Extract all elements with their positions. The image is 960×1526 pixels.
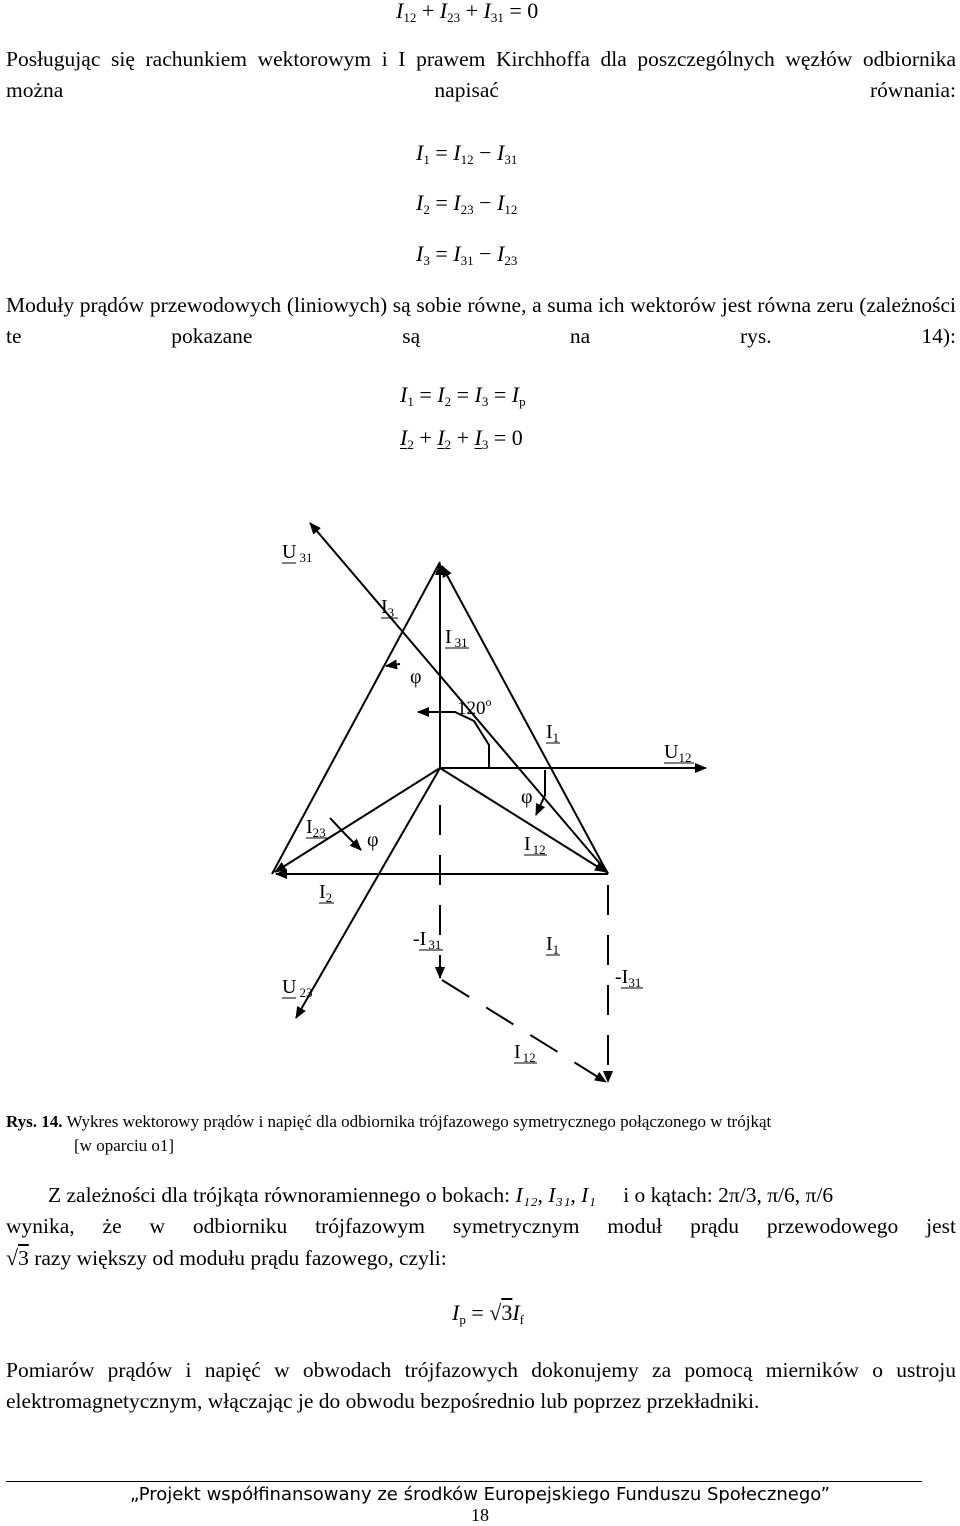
label-i1-low: $I_1$	[546, 933, 560, 957]
triangle-left-side	[272, 562, 440, 874]
triangle-intro: Z zależności dla trójkąta równoramiennego o bokach:	[48, 1183, 511, 1207]
label-i1-top: $I_1$	[546, 721, 560, 745]
label-phi-top: φ	[410, 666, 422, 688]
caption-text: Wykres wektorowy prądów i napięć dla odbiornika trójfazowego symetrycznego połączonego w trójkąt	[66, 1112, 772, 1131]
label-i3: $I_3$	[381, 596, 395, 620]
u23-vector	[296, 768, 440, 1018]
modulus-equation: $I_1 = I_2 = I_3 = I_p$	[400, 382, 526, 409]
label-u31: U $_{31}$	[282, 541, 313, 565]
i3-vector	[442, 566, 608, 874]
label-i12-bottom: I $_{12}$	[514, 1041, 536, 1065]
triangle-angles: i o kątach: 2π/3, π/6, π/6	[623, 1183, 834, 1207]
node-equation-2: $I_2 = I_{23} - I_{12}$	[416, 190, 518, 217]
label-phi-left: φ	[367, 829, 379, 851]
label-i2: $I_2$	[319, 881, 333, 905]
vector-sum-equation: $I_2 + I_2 + I_3 = 0$	[400, 425, 523, 452]
label-u12: $U_{12}$	[664, 741, 692, 765]
sqrt-value: 3	[18, 1246, 29, 1270]
label-angle-120: 120$^o$	[457, 695, 492, 719]
label-i12-mid: I $_{12}$	[524, 833, 546, 857]
triangle-line3: razy większy od modułu prądu fazowego, czyli:	[34, 1246, 447, 1270]
paragraph-kirchhoff: Posługując się rachunkiem wektorowym i I prawem Kirchhoffa dla poszczególnych węzłów odbiornika można napisać równania:	[6, 47, 956, 102]
node-equation-1: $I_1 = I_{12} - I_{31}$	[416, 140, 518, 167]
label-i31: I $_{31}$	[445, 626, 468, 650]
paragraph-measurements: Pomiarów prądów i napięć w obwodach trójfazowych dokonujemy za pomocą mierników o ustroju elektromagnetycznym, włączając je do obwodu bezpośrednio lub poprzez przekładniki.	[6, 1358, 956, 1413]
phi-arc-top	[386, 664, 400, 666]
label-i23: $I_{23}$	[306, 816, 326, 840]
i23-vector	[275, 768, 440, 872]
final-equation: $I_p = √3I_f$	[452, 1300, 524, 1327]
triangle-sides: I₁₂, I₃₁, I₁	[515, 1183, 596, 1207]
page-number: 18	[471, 1505, 489, 1525]
paragraph-triangle	[6, 1180, 956, 1274]
caption-source: [w oparciu o1]	[74, 1136, 175, 1155]
triangle-line2: wynika, że w odbiorniku trójfazowym symetrycznym moduł prądu przewodowego jest	[6, 1214, 956, 1238]
footer-divider	[6, 1481, 922, 1482]
label-neg-i31-mid: -I $_{31}$	[413, 928, 442, 952]
top-equation: $I_{12} + I_{23} + I_{31} = 0$	[396, 0, 539, 25]
figure-caption	[6, 1110, 956, 1158]
label-neg-i31-right: $-I_{31}$	[615, 966, 642, 990]
i12-vector	[440, 768, 606, 872]
footer-text: „Projekt współfinansowany ze środków Europejskiego Funduszu Społecznego”	[130, 1484, 830, 1505]
sqrt-symbol: √	[6, 1245, 19, 1270]
node-equation-3: $I_3 = I_{31} - I_{23}$	[416, 241, 518, 268]
caption-label: Rys. 14.	[6, 1112, 63, 1131]
i12-dashed-bottom	[442, 980, 606, 1082]
paragraph-line-currents: Moduły prądów przewodowych (liniowych) są sobie równe, a suma ich wektorów jest równa zeru (zależności te pokazane są na rys. 14):	[6, 293, 956, 348]
label-u23: U $_{23}$	[282, 976, 313, 1000]
label-phi-right: φ	[521, 786, 533, 808]
